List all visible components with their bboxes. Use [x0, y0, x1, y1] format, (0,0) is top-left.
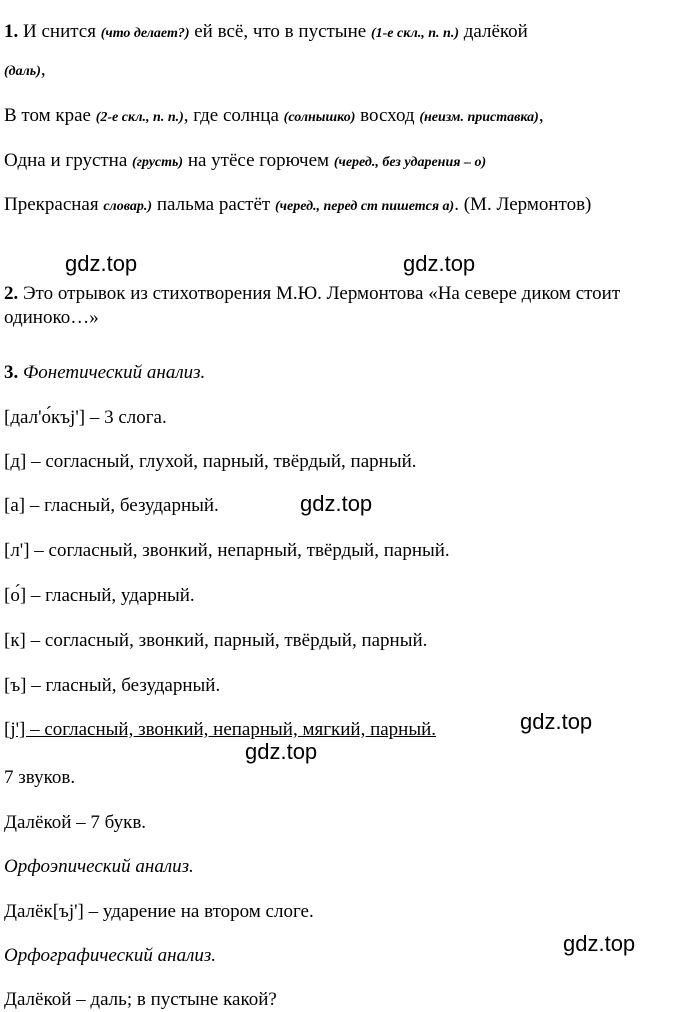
- item-2: 2. Это отрывок из стихотворения М.Ю. Лермонтова «На севере диком стоит одиноко…»: [4, 283, 621, 328]
- orthographic-title: Орфографический анализ.: [4, 945, 217, 966]
- poem-line-1: 1. И снится (что делает?) ей всё, что в пустыне (1-е скл., п. п.) далёкой: [4, 21, 528, 42]
- letter-count: Далёкой – 7 букв.: [4, 812, 147, 833]
- watermark: gdz.top: [403, 251, 476, 276]
- grammar-note: (1-е скл., п. п.): [370, 26, 459, 41]
- grammar-note: (неизм. приставка): [419, 110, 539, 125]
- sound-line: [л'] – согласный, звонкий, непарный, твёрдый, парный.: [4, 540, 450, 561]
- grammar-note: (даль): [4, 64, 41, 79]
- poem-line-1-cont: (даль),: [4, 59, 46, 80]
- item-number: 1.: [4, 21, 19, 42]
- sound-line: [j'] – согласный, звонкий, непарный, мягкий, парный.: [4, 719, 437, 740]
- poem-line-3: Одна и грустна (грусть) на утёсе горючем (черед., без ударения – о): [4, 150, 487, 171]
- item-number: 3.: [4, 362, 19, 383]
- grammar-note: (грусть): [132, 155, 184, 170]
- grammar-note: (что делает?): [100, 26, 190, 41]
- orthoepic-title: Орфоэпический анализ.: [4, 856, 194, 877]
- transcription: [дал'о́къj'] – 3 слога.: [4, 407, 167, 428]
- sound-line: [о́] – гласный, ударный.: [4, 585, 195, 606]
- grammar-note: (2-е скл., п. п.): [95, 110, 184, 125]
- watermark: gdz.top: [563, 931, 636, 956]
- watermark: gdz.top: [300, 491, 373, 516]
- grammar-note: (черед., без ударения – о): [333, 155, 487, 170]
- item-3-title: 3. Фонетический анализ.: [4, 362, 206, 383]
- poem-line-2: В том крае (2-е скл., п. п.), где солнца (солнышко) восход (неизм. приставка),: [4, 105, 544, 126]
- watermark: gdz.top: [245, 739, 318, 764]
- watermark: gdz.top: [520, 709, 593, 734]
- grammar-note: (солнышко): [283, 110, 356, 125]
- sound-line: [ъ] – гласный, безударный.: [4, 675, 221, 696]
- orthographic-text: Далёкой – даль; в пустыне какой?: [4, 989, 277, 1010]
- sound-line: [а] – гласный, безударный.: [4, 495, 219, 516]
- item-number: 2.: [4, 283, 19, 304]
- watermark: gdz.top: [65, 251, 138, 276]
- sound-count: 7 звуков.: [4, 767, 76, 788]
- grammar-note: словар.): [103, 199, 153, 214]
- sound-line: [к] – согласный, звонкий, парный, твёрдый, парный.: [4, 630, 428, 651]
- poem-line-4: Прекрасная словар.) пальма растёт (черед., перед ст пишется а). (М. Лермонтов): [4, 194, 592, 215]
- orthoepic-text: Далёк[ъj'] – ударение на втором слоге.: [4, 901, 314, 922]
- grammar-note: (черед., перед: [274, 199, 361, 214]
- sound-line: [д] – согласный, глухой, парный, твёрдый, парный.: [4, 451, 417, 472]
